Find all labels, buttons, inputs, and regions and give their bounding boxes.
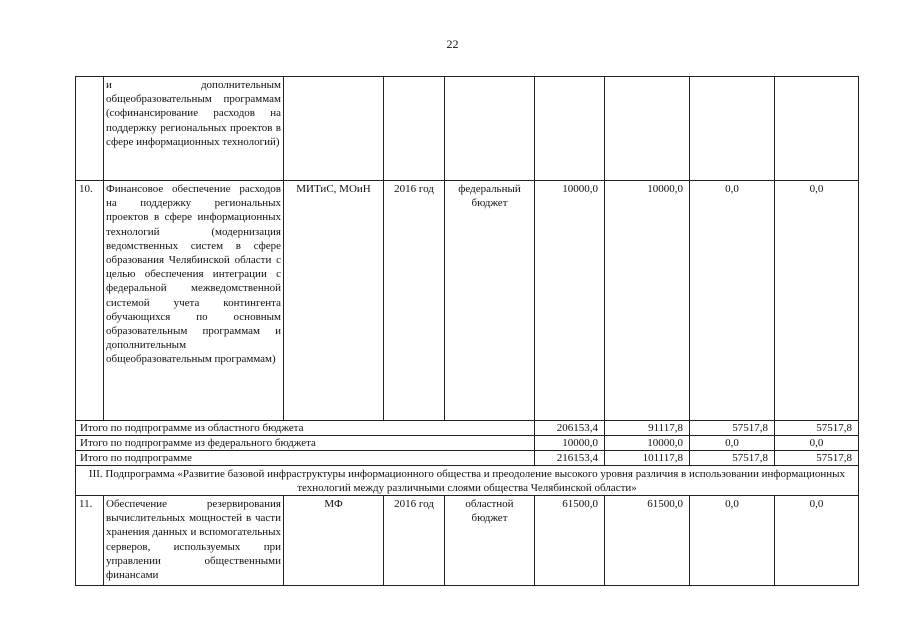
program-table bbox=[75, 76, 859, 586]
summary-total: 206153,4 bbox=[535, 421, 605, 436]
row-year: 2016 год bbox=[384, 496, 445, 586]
row-total bbox=[535, 77, 605, 181]
summary-2017: 57517,8 bbox=[690, 421, 775, 436]
summary-row-all bbox=[76, 451, 859, 466]
row-description: Финансовое обеспечение расходов на поддержку региональных проектов в сфере информационных технологий (модернизация ведомственных систем в сфере образования Челябинской области с целью обеспечения интеграции с федеральной межведомственной системой учета контингента обучающихся по основным образовательным программам и дополнительным общеобразовательным программам) bbox=[104, 181, 284, 421]
summary-2016: 10000,0 bbox=[605, 436, 690, 451]
row-2016: 61500,0 bbox=[605, 496, 690, 586]
summary-row-federal bbox=[76, 436, 859, 451]
row-executor: МФ bbox=[284, 496, 384, 586]
row-description: Обеспечение резервирования вычислительных мощностей в части хранения данных и вспомогательных серверов, используемых при управлении общественными финансами bbox=[104, 496, 284, 586]
row-year: 2016 год bbox=[384, 181, 445, 421]
summary-total: 216153,4 bbox=[535, 451, 605, 466]
summary-2017: 57517,8 bbox=[690, 451, 775, 466]
row-description: и дополнительным общеобразовательным программам (софинансирование расходов на поддержку региональных проектов в сфере информационных технологий) bbox=[104, 77, 284, 181]
row-number: 10. bbox=[76, 181, 104, 421]
summary-2017: 0,0 bbox=[690, 436, 775, 451]
page-number: 22 bbox=[446, 37, 459, 51]
section-header-row bbox=[76, 466, 859, 496]
summary-2018: 57517,8 bbox=[775, 451, 859, 466]
summary-2016: 91117,8 bbox=[605, 421, 690, 436]
row-number: 11. bbox=[76, 496, 104, 586]
row-year bbox=[384, 77, 445, 181]
row-source: федеральный бюджет bbox=[445, 181, 535, 421]
row-2016: 10000,0 bbox=[605, 181, 690, 421]
summary-2018: 0,0 bbox=[775, 436, 859, 451]
table-row bbox=[76, 181, 859, 421]
summary-label: Итого по подпрограмме bbox=[76, 451, 535, 466]
summary-2018: 57517,8 bbox=[775, 421, 859, 436]
row-2017 bbox=[690, 77, 775, 181]
row-source: областной бюджет bbox=[445, 496, 535, 586]
row-2018 bbox=[775, 77, 859, 181]
summary-label: Итого по подпрограмме из федерального бюджета bbox=[76, 436, 535, 451]
summary-label: Итого по подпрограмме из областного бюджета bbox=[76, 421, 535, 436]
row-2018: 0,0 bbox=[775, 496, 859, 586]
table-row bbox=[76, 77, 859, 181]
row-2017: 0,0 bbox=[690, 181, 775, 421]
section-title: III. Подпрограмма «Развитие базовой инфраструктуры информационного общества и преодоление высокого уровня различия в использовании информационных технологий между различными слоями общества Челябинской области» bbox=[76, 466, 859, 496]
row-total: 10000,0 bbox=[535, 181, 605, 421]
row-number bbox=[76, 77, 104, 181]
summary-row-regional bbox=[76, 421, 859, 436]
row-2018: 0,0 bbox=[775, 181, 859, 421]
table-row bbox=[76, 496, 859, 586]
row-2017: 0,0 bbox=[690, 496, 775, 586]
row-total: 61500,0 bbox=[535, 496, 605, 586]
row-source bbox=[445, 77, 535, 181]
summary-total: 10000,0 bbox=[535, 436, 605, 451]
row-2016 bbox=[605, 77, 690, 181]
row-executor: МИТиС, МОиН bbox=[284, 181, 384, 421]
summary-2016: 101117,8 bbox=[605, 451, 690, 466]
row-executor bbox=[284, 77, 384, 181]
